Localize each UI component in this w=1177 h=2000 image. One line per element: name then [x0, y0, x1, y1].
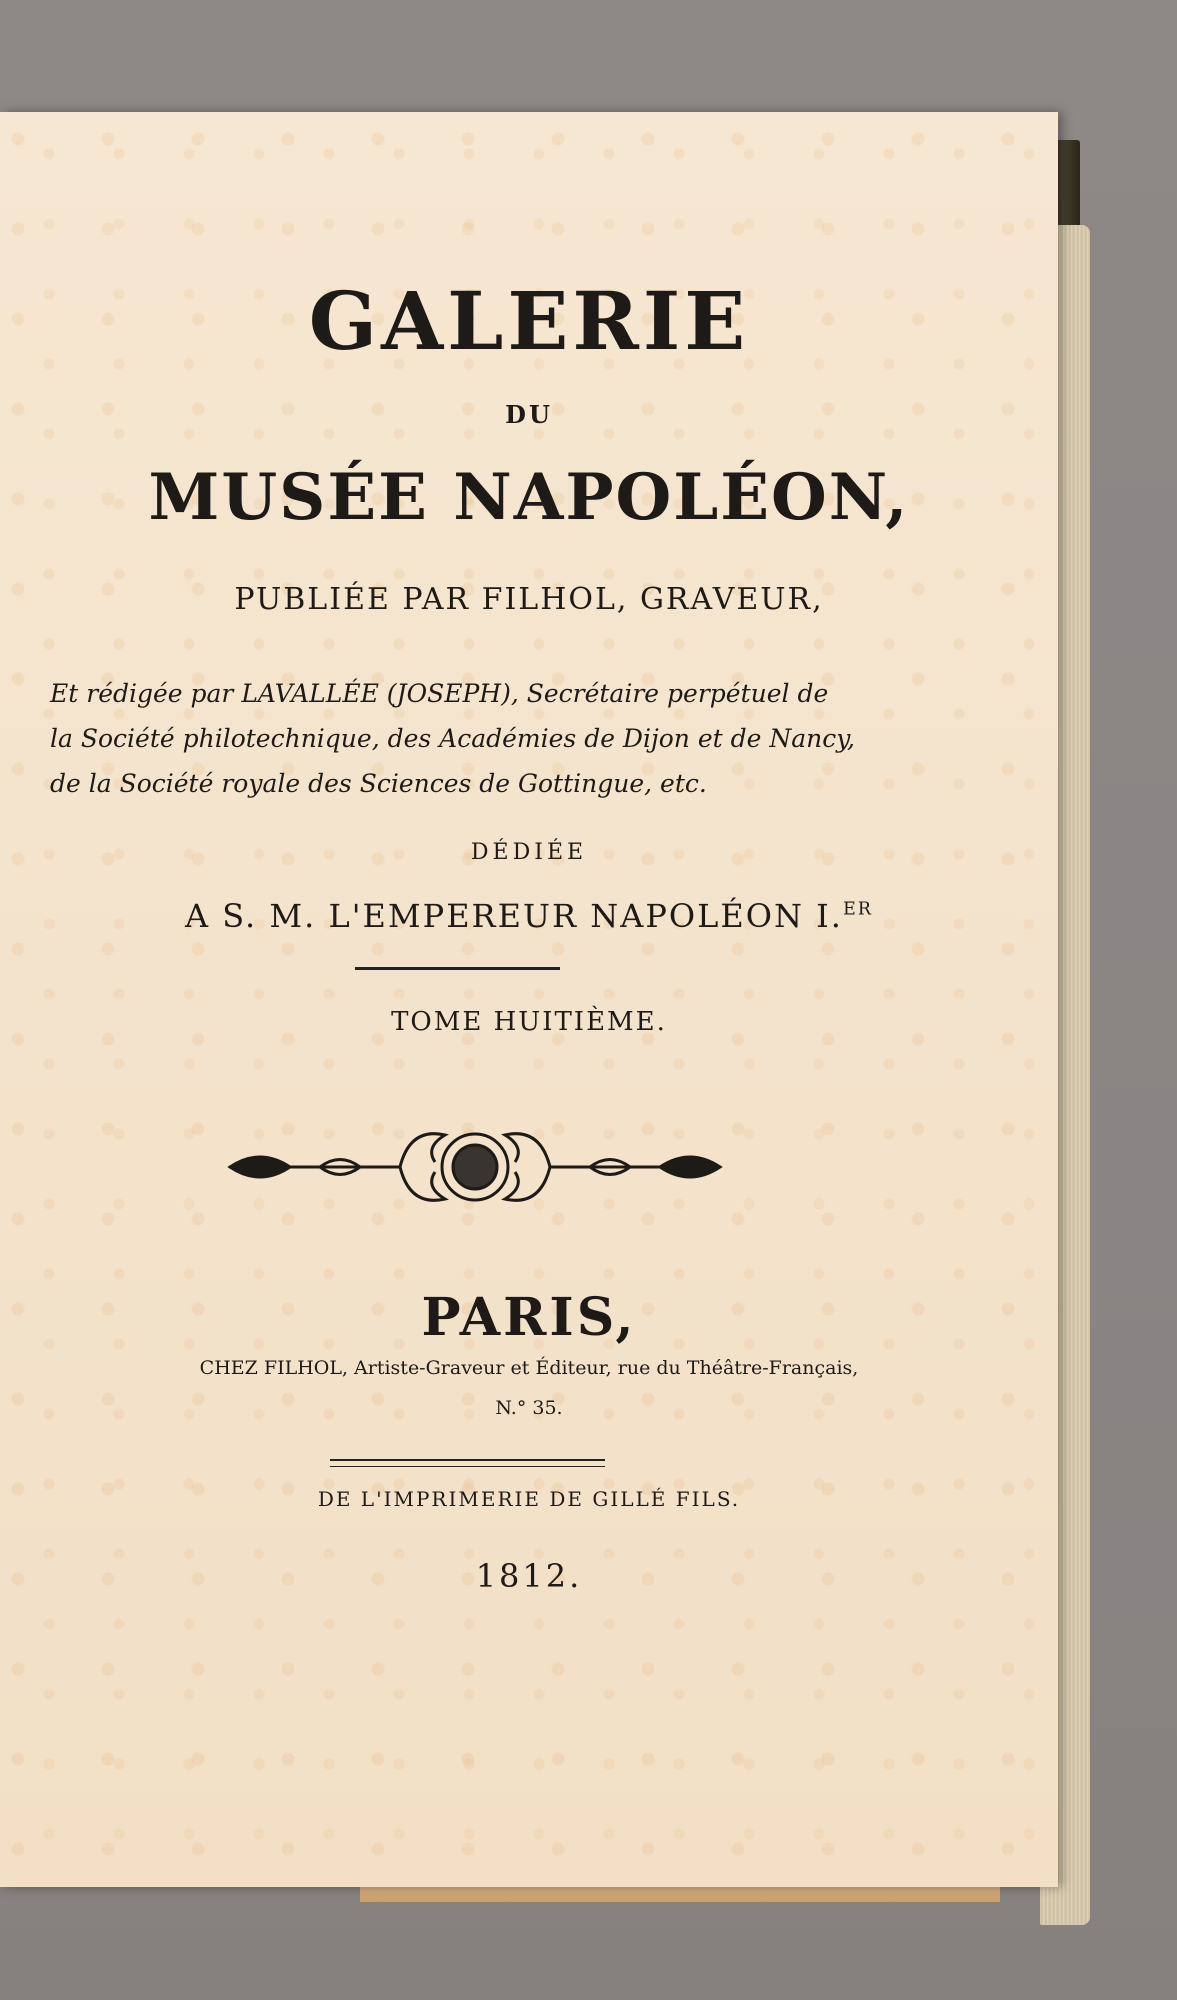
double-divider-rule [330, 1459, 605, 1467]
address-number: N.° 35. [495, 1397, 563, 1419]
volume-label: TOME HUITIÈME. [391, 1007, 667, 1037]
redaction-line: la Société philotechnique, des Académies de Dijon et de Nancy, [50, 724, 855, 753]
book-subtitle: MUSÉE NAPOLÉON, [148, 460, 910, 535]
city: PARIS, [421, 1287, 637, 1348]
printer-line: DE L'IMPRIMERIE DE GILLÉ FILS. [317, 1487, 741, 1511]
redaction-line: de la Société royale des Sciences de Gottingue, etc. [50, 769, 707, 798]
address-line: CHEZ FILHOL, Artiste-Graveur et Éditeur, rue du Théâtre-Français, [199, 1357, 859, 1379]
publication-year: 1812. [475, 1557, 583, 1595]
title-connector: DU [505, 400, 553, 429]
redaction-line: Et rédigée par LAVALLÉE (JOSEPH), Secrétaire perpétuel de [50, 679, 829, 708]
dedication-label: DÉDIÉE [470, 840, 588, 865]
fleuron-ornament-icon [220, 1107, 730, 1227]
dedicatee [0, 897, 1058, 935]
publisher-line: PUBLIÉE PAR FILHOL, GRAVEUR, [234, 582, 824, 617]
book-title: GALERIE [308, 274, 750, 368]
divider-rule [355, 967, 560, 970]
title-page [0, 112, 1058, 1887]
dedicatee-text: A S. M. L'EMPEREUR NAPOLÉON I. [184, 897, 843, 935]
dedicatee-suffix: ER [842, 899, 874, 920]
